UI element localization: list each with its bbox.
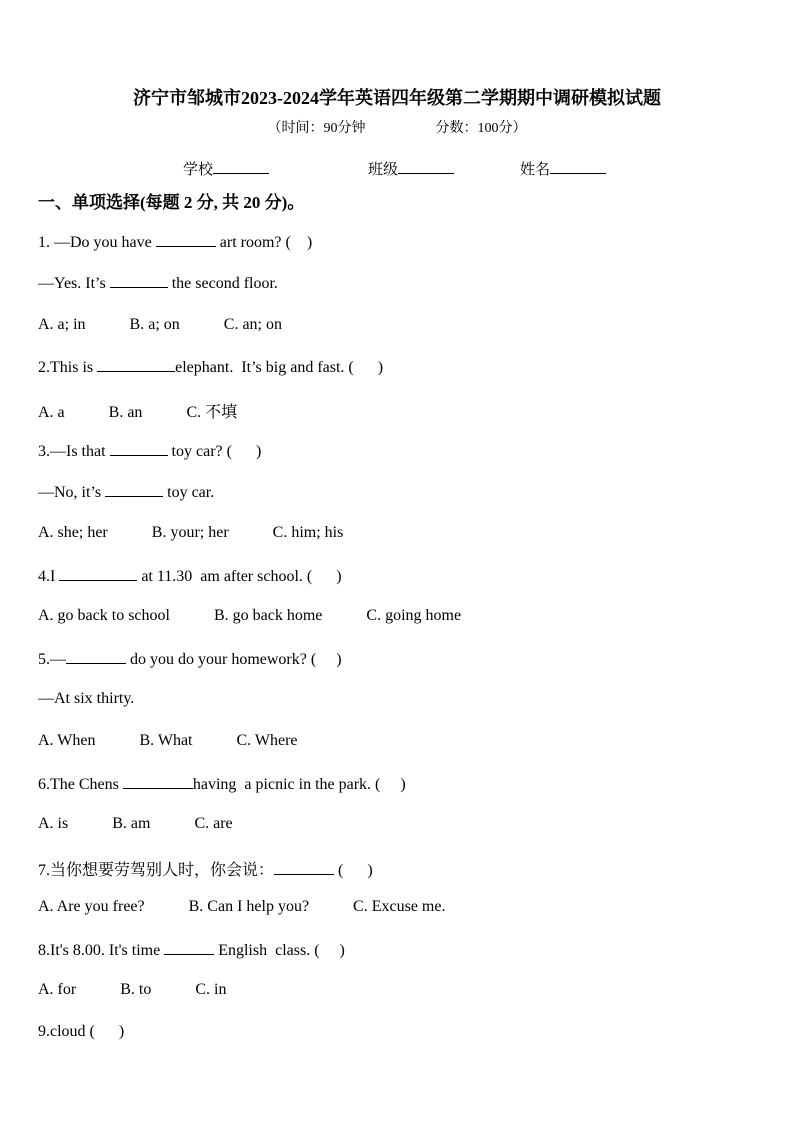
option-a[interactable]: A. is [38, 815, 69, 832]
question-5-options [38, 732, 342, 750]
question-6-options [38, 815, 277, 833]
question-5-line-1 [38, 649, 342, 669]
section-heading: 一、单项选择(每题 2 分, 共 20 分)。 [38, 193, 305, 212]
option-a[interactable]: A. When [38, 732, 96, 749]
question-text: —No, it’s [38, 484, 106, 501]
question-text: 5.— [38, 651, 66, 668]
answer-blank[interactable] [110, 441, 168, 456]
option-a[interactable]: A. Are you free? [38, 898, 145, 915]
option-b[interactable]: B. an [108, 404, 143, 421]
answer-blank[interactable] [164, 940, 214, 955]
answer-blank[interactable] [156, 232, 216, 247]
question-2-line-1 [38, 357, 383, 377]
answer-blank[interactable] [59, 566, 137, 581]
question-4-line-1 [38, 566, 342, 586]
name-label: 姓名 [520, 162, 551, 178]
school-field[interactable] [183, 158, 269, 179]
question-text: 7.当你想要劳驾别人时，你会说： [38, 862, 275, 879]
class-blank[interactable] [398, 159, 454, 174]
question-2-options [38, 399, 281, 422]
question-text: art room? ( ) [215, 234, 313, 251]
question-text: having a picnic in the park. ( ) [192, 776, 406, 793]
class-field[interactable] [368, 158, 454, 179]
option-a[interactable]: A. she; her [38, 524, 108, 541]
question-text: 2.This is [38, 359, 98, 376]
option-b[interactable]: B. What [139, 732, 193, 749]
answer-blank[interactable] [97, 357, 175, 372]
question-text: English class. ( ) [214, 942, 345, 959]
question-1-options [38, 316, 326, 334]
question-text: do you do your homework? ( ) [126, 651, 342, 668]
question-5-line-2: —At six thirty. [38, 690, 135, 707]
question-7-line-1 [38, 857, 373, 880]
page-title: 济宁市邹城市2023-2024学年英语四年级第二学期期中调研模拟试题 [133, 88, 661, 108]
answer-blank[interactable] [66, 649, 126, 664]
question-text: 4.I [38, 568, 60, 585]
question-text: —Yes. It’s [38, 275, 110, 292]
option-b[interactable]: B. Can I help you? [188, 898, 310, 915]
question-6-line-1 [38, 774, 406, 794]
option-a[interactable]: A. for [38, 981, 77, 998]
option-c[interactable]: C. 不填 [186, 404, 238, 421]
option-b[interactable]: B. to [120, 981, 152, 998]
question-text: at 11.30 am after school. ( ) [137, 568, 342, 585]
question-text: ( ) [334, 862, 373, 879]
option-c[interactable]: C. Excuse me. [353, 898, 446, 915]
name-field[interactable] [520, 158, 606, 179]
school-blank[interactable] [213, 159, 269, 174]
question-3-line-1 [38, 441, 261, 461]
question-8-line-1 [38, 940, 345, 960]
option-c[interactable]: C. him; his [272, 524, 344, 541]
option-c[interactable]: C. Where [236, 732, 298, 749]
question-1-line-2 [38, 273, 278, 293]
question-7-options [38, 898, 489, 916]
question-3-line-2 [38, 482, 214, 502]
question-text: the second floor. [167, 275, 278, 292]
option-b[interactable]: B. a; on [129, 316, 180, 333]
question-text: elephant. It’s big and fast. ( ) [175, 359, 384, 376]
option-c[interactable]: C. going home [366, 607, 462, 624]
question-9-line-1: 9.cloud ( ) [38, 1023, 125, 1040]
answer-blank[interactable] [105, 482, 163, 497]
question-text: 3.—Is that [38, 443, 110, 460]
option-c[interactable]: C. are [194, 815, 233, 832]
question-3-options [38, 524, 387, 542]
question-4-options [38, 607, 505, 625]
option-a[interactable]: A. a; in [38, 316, 86, 333]
exam-time-score: （时间：90分钟 分数：100分） [267, 121, 527, 136]
option-a[interactable]: A. a [38, 404, 65, 421]
option-b[interactable]: B. am [112, 815, 151, 832]
question-text: toy car? ( ) [167, 443, 262, 460]
answer-blank[interactable] [110, 273, 168, 288]
option-a[interactable]: A. go back to school [38, 607, 170, 624]
answer-blank[interactable] [274, 860, 334, 875]
option-c[interactable]: C. an; on [223, 316, 282, 333]
class-label: 班级 [368, 162, 399, 178]
question-1-line-1 [38, 232, 312, 252]
name-blank[interactable] [550, 159, 606, 174]
school-label: 学校 [183, 162, 214, 178]
question-8-options [38, 981, 270, 999]
option-b[interactable]: B. your; her [151, 524, 229, 541]
question-text: 8.It's 8.00. It's time [38, 942, 165, 959]
answer-blank[interactable] [123, 774, 193, 789]
option-c[interactable]: C. in [195, 981, 227, 998]
option-b[interactable]: B. go back home [213, 607, 323, 624]
question-text: 6.The Chens [38, 776, 123, 793]
question-text: toy car. [163, 484, 215, 501]
question-text: 1. —Do you have [38, 234, 156, 251]
